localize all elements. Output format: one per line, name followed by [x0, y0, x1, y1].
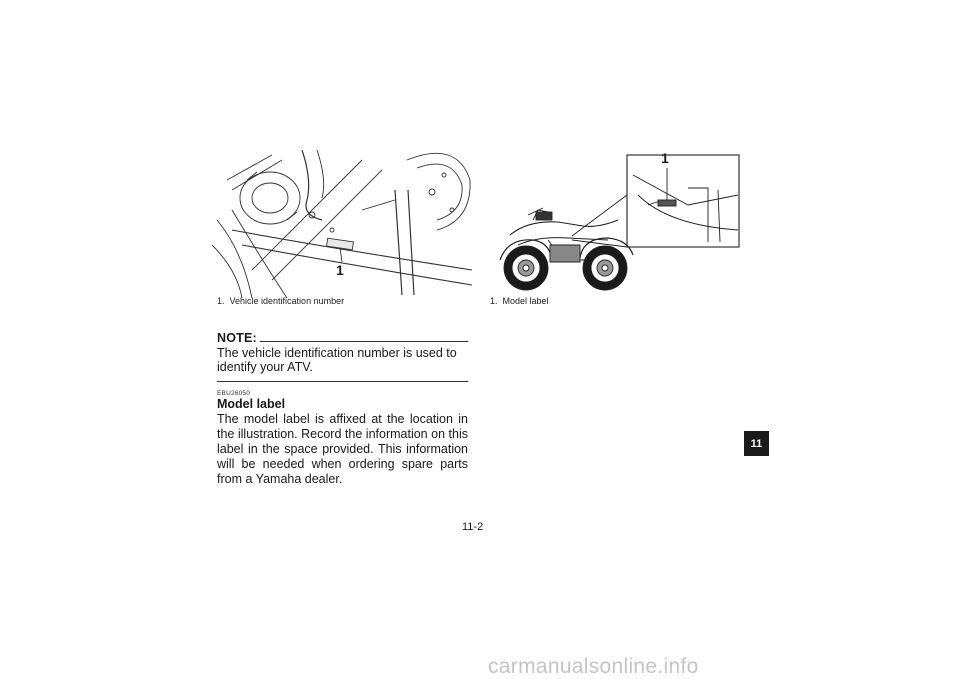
vin-caption: [217, 296, 344, 306]
model-label-caption-number: 1.: [490, 296, 498, 306]
watermark: carmanualsonline.info: [488, 655, 699, 678]
vin-callout-number: 1: [336, 262, 344, 278]
note-box: [217, 331, 468, 382]
vin-caption-number: 1.: [217, 296, 225, 306]
vin-caption-text: Vehicle identification number: [229, 296, 345, 306]
section-code: EBU26050: [217, 390, 251, 397]
section-body: The model label is affixed at the location in the illustration. Record the information on this label in the space provided. This information will be needed when ordering spare parts from a Yamaha dealer.: [217, 412, 468, 486]
model-label-caption-text: Model label: [502, 296, 549, 306]
note-bottom-rule: [217, 381, 468, 382]
note-title-rule: [260, 341, 468, 342]
model-label-illustration: [488, 150, 750, 300]
note-text: The vehicle identification number is used to identify your ATV.: [217, 346, 457, 374]
note-header: [217, 331, 468, 345]
model-label-callout-number: 1: [661, 150, 669, 166]
page-number: 11-2: [462, 521, 484, 533]
note-title: NOTE:: [217, 331, 257, 345]
section-title: Model label: [217, 397, 286, 411]
vin-location-illustration: [212, 150, 472, 298]
model-label-caption: [490, 296, 549, 306]
chapter-tab: 11: [744, 431, 769, 456]
